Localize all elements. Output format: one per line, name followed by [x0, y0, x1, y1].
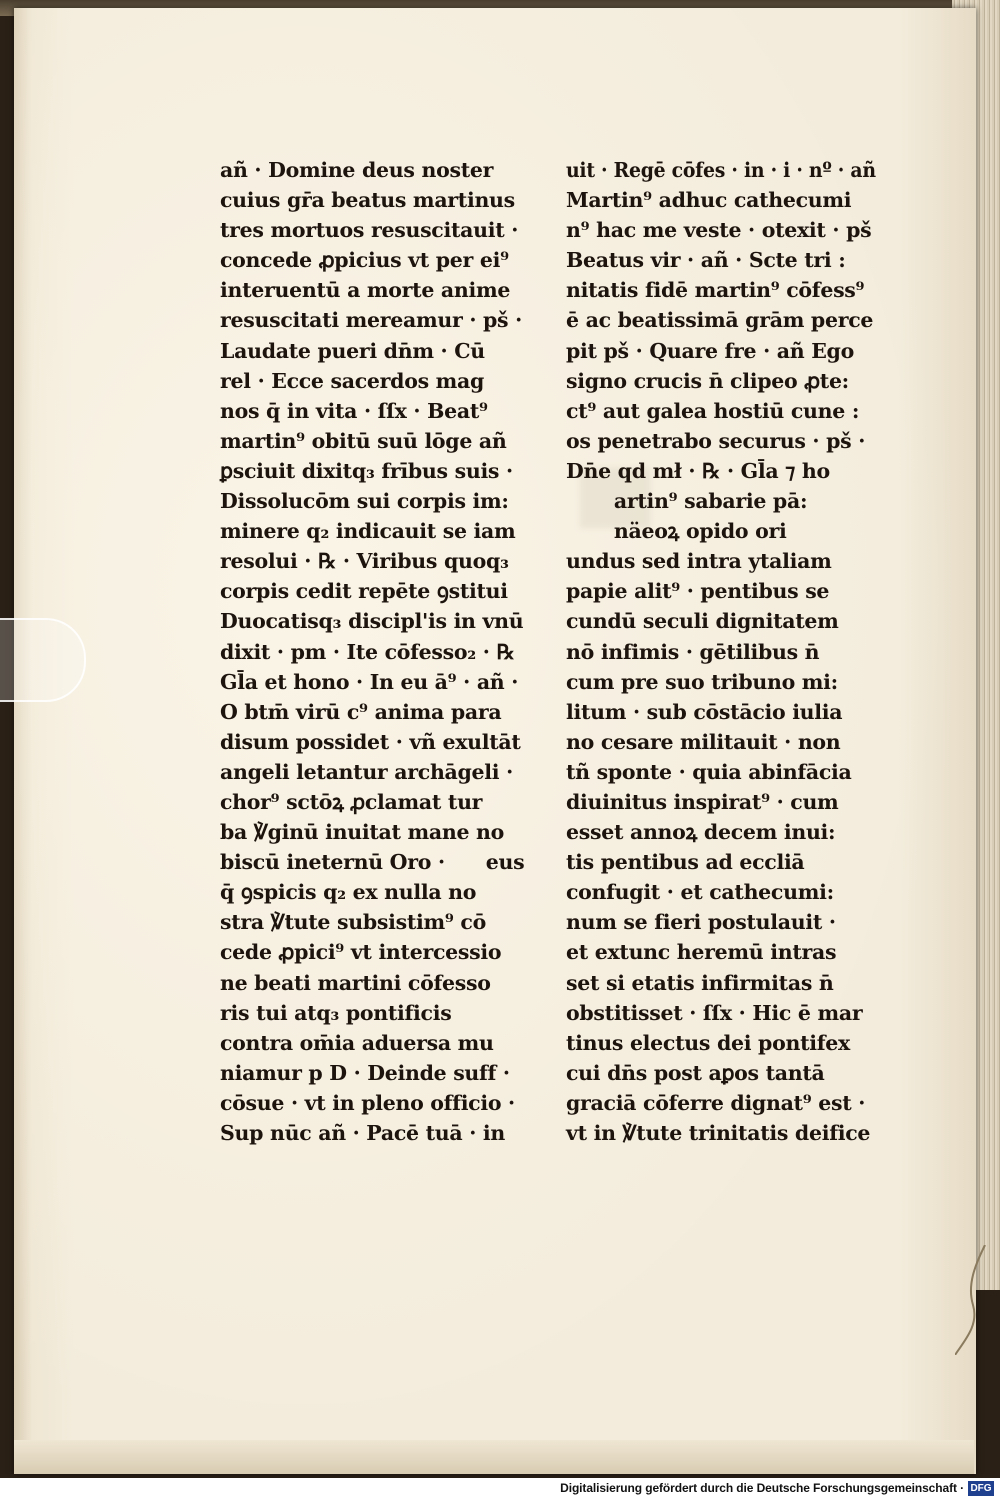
text-column-right	[566, 155, 876, 1148]
text-line: no cesare militauit · non	[566, 729, 841, 754]
dfg-logo-icon: DFG	[968, 1481, 994, 1496]
text-line: Laudate pueri dn̄m · Cū	[220, 338, 485, 363]
text-line: rel · Ecce sacerdos mag	[220, 368, 485, 393]
text-line: esset annoꝝ decem inui:	[566, 820, 836, 845]
text-line: martin⁹ obitū suū lōge añ	[220, 428, 507, 453]
footer-credit: Digitalisierung gefördert durch die Deutsche Forschungsgemeinschaft ·	[560, 1481, 964, 1495]
text-line: tres mortuos resuscitauit ·	[220, 218, 519, 243]
text-line: resuscitati mereamur · pš ·	[220, 308, 522, 333]
text-line: tñ sponte · quia abinfācia	[566, 759, 852, 784]
text-column-left	[220, 155, 525, 1148]
text-line: ct⁹ aut galea hostiū cune :	[566, 398, 860, 423]
text-line: cede ꝓpici⁹ vt intercessio	[220, 940, 502, 965]
text-line: num se fieri postulauit ·	[566, 910, 836, 935]
text-line: ē ac beatissimā grām perce	[566, 308, 874, 333]
text-line: pit pš · Quare fre · añ Ego	[566, 338, 854, 363]
text-line: Martin⁹ adhuc cathecumi	[566, 188, 852, 213]
text-line: Duocatisq₃ discipl'is in vnū	[220, 609, 524, 634]
text-line: minere q₂ indicauit se iam	[220, 519, 516, 544]
text-line: interuentū a morte anime	[220, 278, 511, 303]
text-line: stra ℣tute subsistim⁹ cō	[220, 910, 486, 935]
text-line: uit · Regē cōfes · in · i · nº · añ	[566, 158, 876, 182]
text-line: corpis cedit repēte ꝯstitui	[220, 579, 508, 604]
text-line: ris tui atq₃ pontificis	[220, 1000, 452, 1025]
text-line: näeoꝝ opido ori	[566, 519, 787, 544]
text-line: Sup nūc añ · Pacē tuā · in	[220, 1121, 505, 1145]
text-line: angeli letantur archāgeli ·	[220, 759, 513, 784]
text-line: Gl̄a et hono · In eu ā⁹ · añ ·	[220, 669, 519, 694]
text-line: papie alit⁹ · pentibus se	[566, 579, 830, 604]
text-line: ꝑsciuit dixitq₃ frībus suis ·	[220, 458, 513, 483]
text-line: tinus electus dei pontifex	[566, 1030, 850, 1055]
text-line: Dn̄e qd mł · ℞ · Gl̄a ⁊ ho	[566, 458, 830, 483]
text-line: signo crucis n̄ clipeo ꝓte:	[566, 368, 849, 393]
text-line: disum possidet · vñ exultāt	[220, 729, 521, 754]
text-line: nos q̄ in vita · ſſx · Beat⁹	[220, 398, 488, 423]
text-line: confugit · et cathecumi:	[566, 880, 834, 905]
text-line: q̄ ꝯspicis q₂ ex nulla no	[220, 880, 477, 905]
text-line: biscū ineternū Oro · eus	[220, 850, 525, 875]
text-line: cum pre suo tribuno mi:	[566, 669, 838, 694]
text-line: diuinitus inspirat⁹ · cum	[566, 789, 839, 814]
text-line: cui dn̄s post aꝑos tantā	[566, 1060, 825, 1085]
text-line: n⁹ hac me veste · otexit · pš	[566, 218, 872, 243]
text-line: cundū seculi dignitatem	[566, 609, 839, 634]
torn-corner-mark	[955, 1245, 995, 1355]
text-line: niamur p D · Deinde suff ·	[220, 1060, 510, 1085]
page-bottom-edge	[14, 1440, 974, 1474]
text-line: tis pentibus ad eccliā	[566, 850, 805, 875]
text-line: obstitisset · ſſx · Hic ē mar	[566, 1000, 863, 1025]
text-line: contra om̄ia aduersa mu	[220, 1030, 494, 1055]
text-line: nō infimis · gētilibus n̄	[566, 639, 820, 664]
text-line: et extunc heremū intras	[566, 940, 837, 965]
text-line: cōsue · vt in pleno officio ·	[220, 1090, 515, 1115]
text-line: ba ℣ginū inuitat mane no	[220, 820, 505, 845]
text-line: nitatis fidē martin⁹ cōfess⁹	[566, 278, 865, 303]
text-line: set si etatis infirmitas n̄	[566, 970, 834, 995]
text-line: ne beati martini cōfesso	[220, 970, 491, 995]
text-line: cuius gr̄a beatus martinus	[220, 188, 515, 213]
text-line: dixit · pm · Ite cōfesso₂ · ℞	[220, 639, 515, 664]
text-line: chor⁹ sctōꝝ ꝓclamat tur	[220, 789, 483, 814]
text-line: concede ꝓpicius vt per ei⁹	[220, 248, 509, 273]
text-line: Beatus vir · añ · Scte tri :	[566, 248, 846, 273]
text-line: litum · sub cōstācio iulia	[566, 699, 843, 724]
text-line: O btm̄ virū c⁹ anima para	[220, 699, 502, 724]
text-line: graciā cōferre dignat⁹ est ·	[566, 1090, 866, 1115]
text-line: vt in ℣tute trinitatis deifice	[566, 1121, 871, 1145]
text-line: añ · Domine deus noster	[220, 158, 494, 182]
text-line: artin⁹ sabarie pā:	[566, 489, 808, 514]
footer-bar	[0, 1478, 1000, 1500]
text-line: os penetrabo securus · pš ·	[566, 428, 866, 453]
text-line: undus sed intra ytaliam	[566, 549, 832, 574]
text-line: resolui · ℞ · Viribus quoq₃	[220, 549, 509, 574]
text-line: Dissolucōm sui corpis im:	[220, 489, 509, 514]
page-clip-outline	[0, 618, 86, 702]
